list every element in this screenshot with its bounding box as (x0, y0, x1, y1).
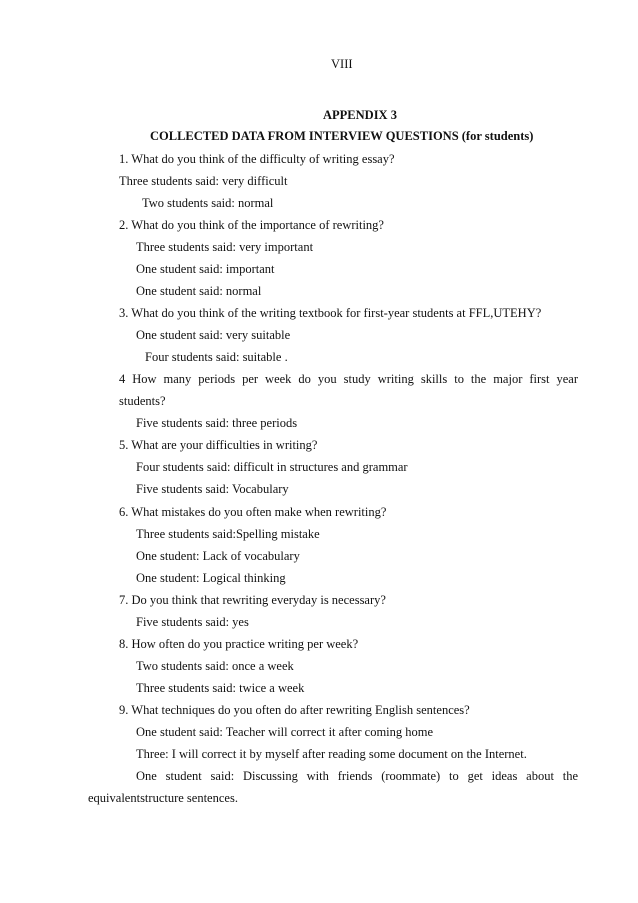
section-heading: COLLECTED DATA FROM INTERVIEW QUESTIONS (for students) (150, 129, 534, 143)
answer-line: One student said: very suitable (136, 328, 291, 342)
answer-line: Four students said: suitable . (145, 350, 288, 364)
question-7: 7. Do you think that rewriting everyday is necessary? (119, 593, 386, 607)
question-4-continued: students? (119, 394, 166, 408)
question-8: 8. How often do you practice writing per week? (119, 637, 359, 651)
answer-line: One student: Logical thinking (136, 571, 286, 585)
question-6: 6. What mistakes do you often make when rewriting? (119, 505, 387, 519)
question-5: 5. What are your difficulties in writing? (119, 438, 318, 452)
answer-line: Five students said: yes (136, 615, 249, 629)
question-2: 2. What do you think of the importance of rewriting? (119, 218, 384, 232)
answer-line: One student said: Teacher will correct it after coming home (136, 725, 434, 739)
answer-line: Three students said: twice a week (136, 681, 305, 695)
answer-line: Three students said: very difficult (119, 174, 288, 188)
answer-line: One student said: Discussing with friends (roommate) to get ideas about the (136, 769, 578, 783)
answer-line: Three students said: very important (136, 240, 314, 254)
answer-line: Four students said: difficult in structures and grammar (136, 460, 408, 474)
answer-line: Three: I will correct it by myself after reading some document on the Internet. (136, 747, 527, 761)
question-9: 9. What techniques do you often do after rewriting English sentences? (119, 703, 470, 717)
answer-line: One student said: important (136, 262, 275, 276)
page-number: VIII (331, 57, 353, 71)
answer-line: Five students said: three periods (136, 416, 298, 430)
question-4: 4 How many periods per week do you study writing skills to the major first year (119, 372, 578, 386)
answer-line: Three students said:Spelling mistake (136, 527, 320, 541)
question-1: 1. What do you think of the difficulty of writing essay? (119, 152, 395, 166)
answer-line-continued: equivalentstructure sentences. (88, 791, 238, 805)
answer-line: One student: Lack of vocabulary (136, 549, 300, 563)
question-3: 3. What do you think of the writing textbook for first-year students at FFL,UTEHY? (119, 306, 542, 320)
answer-line: One student said: normal (136, 284, 262, 298)
answer-line: Two students said: once a week (136, 659, 294, 673)
answer-line: Five students said: Vocabulary (136, 482, 289, 496)
answer-line: Two students said: normal (142, 196, 274, 210)
appendix-title: APPENDIX 3 (323, 108, 397, 122)
